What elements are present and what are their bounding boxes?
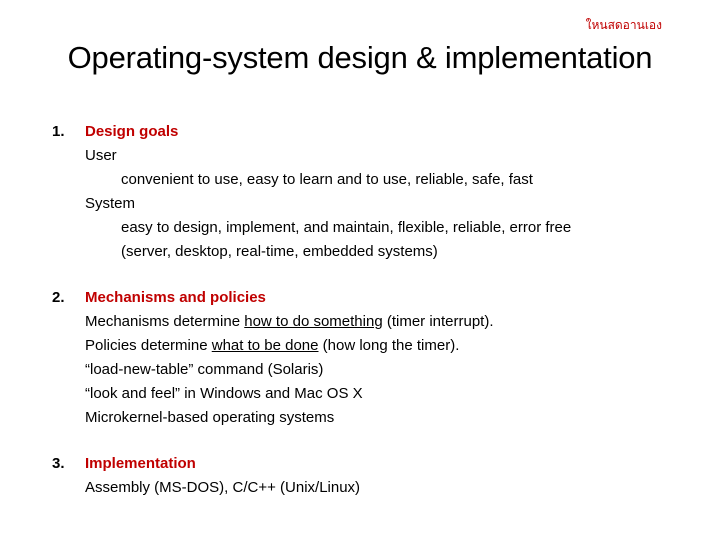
- line-microkernel: Microkernel-based operating systems: [85, 409, 335, 426]
- section-mechanisms-policies: [40, 286, 710, 430]
- section-heading: Implementation: [85, 455, 196, 472]
- section-number: 3.: [52, 455, 65, 472]
- underlined-text: how to do something: [244, 313, 383, 330]
- underlined-text: what to be done: [211, 337, 319, 354]
- section-implementation: [40, 452, 710, 500]
- line-look-and-feel: “look and feel” in Windows and Mac OS X: [85, 385, 363, 402]
- section-design-goals: [40, 120, 710, 264]
- line-policies: [85, 334, 710, 358]
- line-languages: Assembly (MS-DOS), C/C++ (Unix/Linux): [85, 479, 361, 496]
- slide-title: Operating-system design & implementation: [67, 40, 653, 75]
- section-list: [40, 120, 710, 522]
- section-heading: Design goals: [85, 123, 179, 140]
- section-number: 1.: [52, 123, 65, 140]
- line-load-new-table: “load-new-table” command (Solaris): [85, 361, 324, 378]
- line-user: User: [85, 147, 117, 164]
- top-note: ใหนสดอานเอง: [585, 18, 662, 32]
- section-heading: Mechanisms and policies: [85, 289, 266, 306]
- line-mechanisms: [85, 310, 710, 334]
- text-segment: (timer interrupt).: [382, 313, 494, 330]
- line-system: System: [85, 195, 136, 212]
- section-number: 2.: [52, 289, 65, 306]
- text-segment: (how long the timer).: [318, 337, 460, 354]
- line-system-types: (server, desktop, real-time, embedded systems): [121, 243, 438, 260]
- text-segment: Policies determine: [85, 337, 212, 354]
- text-segment: Mechanisms determine: [85, 313, 245, 330]
- line-system-goals: easy to design, implement, and maintain, flexible, reliable, error free: [121, 219, 572, 236]
- line-user-goals: convenient to use, easy to learn and to use, reliable, safe, fast: [121, 171, 533, 188]
